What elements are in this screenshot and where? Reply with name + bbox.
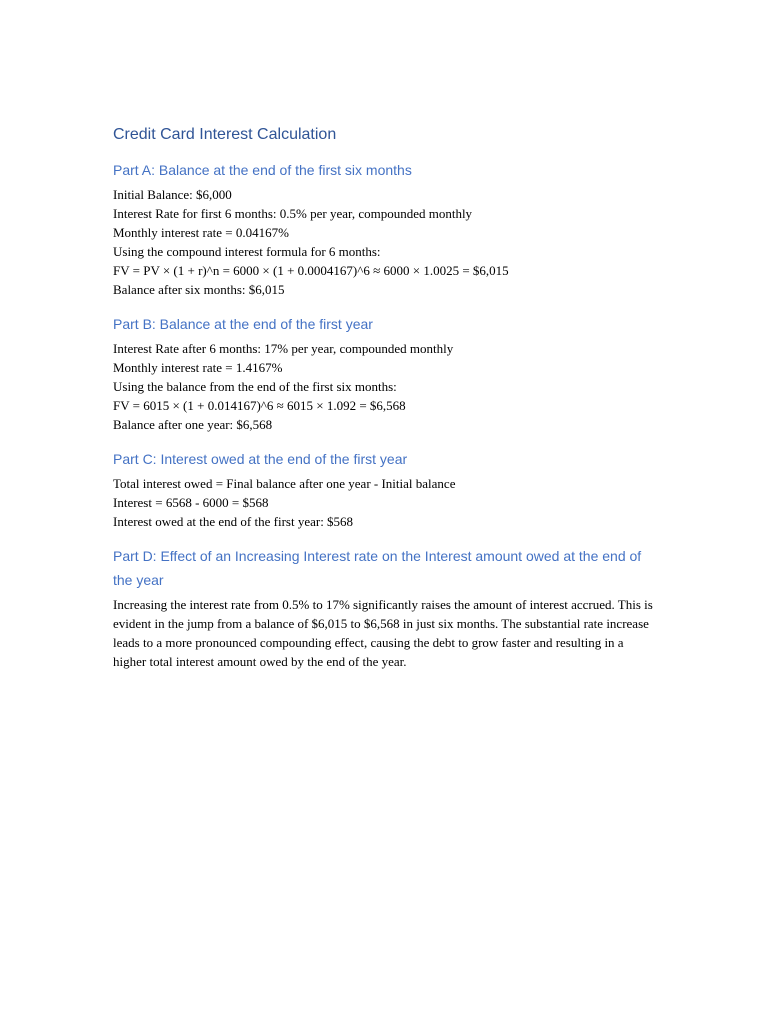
section-part-c	[113, 447, 653, 531]
section-heading-part-a: Part A: Balance at the end of the first six months	[113, 162, 412, 178]
document-page	[113, 124, 653, 684]
text-line: Using the balance from the end of the first six months:	[113, 379, 397, 394]
section-part-d	[113, 544, 653, 671]
body-paragraph: Increasing the interest rate from 0.5% to 17% significantly raises the amount of interest accrued. This is evident in the jump from a balance of $6,015 to $6,568 in just six months. The substantial rate increase leads to a more pronounced compounding effect, causing the debt to grow faster and resulting in a higher total interest amount owed by the end of the year.	[113, 597, 653, 669]
formula-line: FV = 6015 × (1 + 0.014167)^6 ≈ 6015 × 1.092 = $6,568	[113, 398, 406, 413]
section-part-a	[113, 158, 653, 299]
text-line: Interest Rate after 6 months: 17% per year, compounded monthly	[113, 341, 454, 356]
result-line: Balance after one year: $6,568	[113, 417, 273, 432]
text-line: Total interest owed = Final balance after one year - Initial balance	[113, 476, 456, 491]
text-line: Monthly interest rate = 1.4167%	[113, 360, 283, 375]
result-line: Balance after six months: $6,015	[113, 282, 285, 297]
section-heading-part-d: Part D: Effect of an Increasing Interest rate on the Interest amount owed at the end of the year	[113, 548, 642, 588]
formula-line: FV = PV × (1 + r)^n = 6000 × (1 + 0.0004167)^6 ≈ 6000 × 1.0025 = $6,015	[113, 263, 509, 278]
text-line: Initial Balance: $6,000	[113, 187, 232, 202]
text-line: Interest Rate for first 6 months: 0.5% per year, compounded monthly	[113, 206, 473, 221]
section-heading-part-b: Part B: Balance at the end of the first year	[113, 316, 373, 332]
section-heading-part-c: Part C: Interest owed at the end of the first year	[113, 451, 408, 467]
result-line: Interest owed at the end of the first year: $568	[113, 514, 354, 529]
document-title: Credit Card Interest Calculation	[113, 126, 337, 143]
section-part-b	[113, 312, 653, 434]
text-line: Monthly interest rate = 0.04167%	[113, 225, 289, 240]
text-line: Using the compound interest formula for 6 months:	[113, 244, 381, 259]
formula-line: Interest = 6568 - 6000 = $568	[113, 495, 269, 510]
